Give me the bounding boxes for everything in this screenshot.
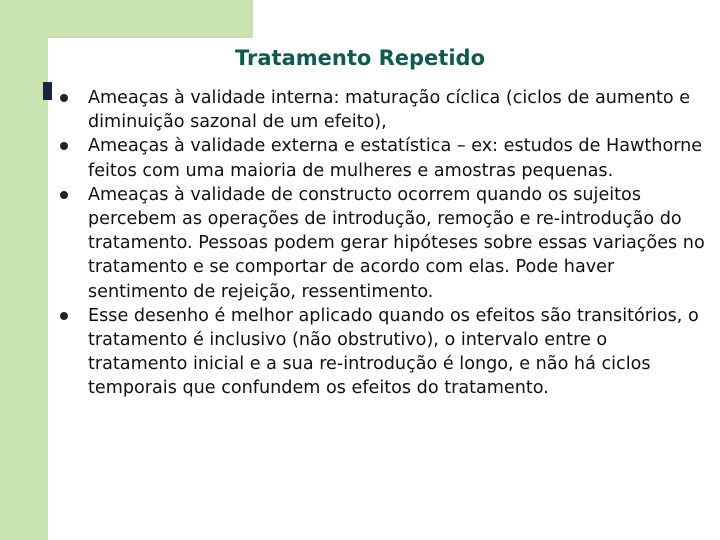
bullet-item [60,86,710,134]
bullet-item [60,183,710,304]
slide-marker [43,82,52,100]
bullet-text: Esse desenho é melhor aplicado quando os efeitos são transitórios, o tratamento é inclusivo (não obstrutivo), o intervalo entre o tratamento inicial e a sua re-introdução é longo, e não há ciclos temporais que confundem os efeitos do tratamento. [88,305,699,399]
bullet-text: Ameaças à validade externa e estatística – ex: estudos de Hawthorne feitos com uma maioria de mulheres e amostras pequenas. [88,136,703,181]
top-accent-band [48,0,253,38]
bullet-dot-icon [60,183,88,199]
bullet-dot-icon [60,86,88,102]
left-accent-band [0,0,48,540]
bullet-text: Ameaças à validade interna: maturação cíclica (ciclos de aumento e diminuição sazonal de um efeito), [88,88,691,133]
bullet-dot-icon [60,134,88,150]
bullet-item [60,134,710,182]
bullet-dot-icon [60,304,88,320]
slide-title: Tratamento Repetido [235,46,485,70]
bullet-item [60,304,710,401]
bullet-text: Ameaças à validade de constructo ocorrem quando os sujeitos percebem as operações de introdução, remoção e re-introdução do tratamento. Pessoas podem gerar hipóteses sobre essas variações no tratamento e se comportar de acordo com elas. Pode haver sentimento de rejeição, ressentimento. [88,184,705,302]
bullet-list [60,86,710,401]
